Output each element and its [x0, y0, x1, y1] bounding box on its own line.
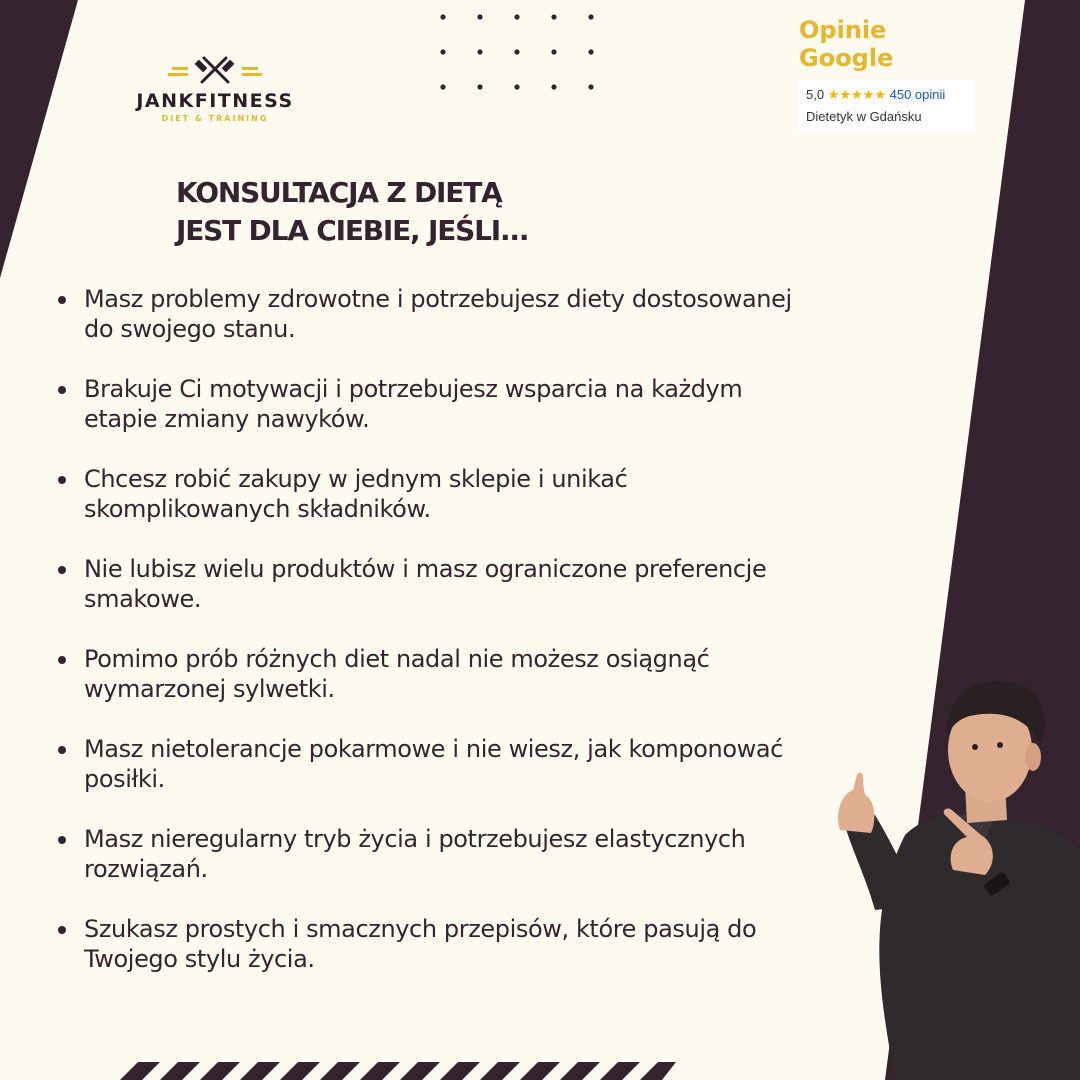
list-item	[58, 914, 898, 1004]
decorative-stripes	[120, 1062, 680, 1080]
google-rating-card	[798, 80, 974, 132]
list-item-line-2: Twojego stylu życia.	[84, 945, 315, 973]
brand-name: JANKFITNESS	[136, 90, 294, 112]
list-item-line-1: Masz problemy zdrowotne i potrzebujesz diety dostosowanej	[84, 285, 792, 313]
bullet-icon	[58, 746, 66, 754]
list-item-line-2: smakowe.	[84, 585, 202, 613]
list-item-line-1: Nie lubisz wielu produktów i masz ograniczone preferencje	[84, 555, 767, 583]
google-reviews-badge[interactable]	[798, 16, 978, 132]
business-category: Dietetyk w Gdańsku	[806, 109, 922, 124]
list-item-line-2: do swojego stanu.	[84, 315, 296, 343]
review-count-link[interactable]: 450 opinii	[889, 87, 946, 102]
person-pointing-photo	[835, 665, 1080, 1080]
dumbbell-fork-knife-icon	[168, 54, 262, 86]
list-item-line-1: Masz nieregularny tryb życia i potrzebujesz elastycznych	[84, 825, 746, 853]
decorative-dots	[436, 10, 606, 100]
list-item	[58, 284, 898, 374]
brand-logo	[120, 52, 310, 132]
bullet-icon	[58, 926, 66, 934]
list-item-line-1: Chcesz robić zakupy w jednym sklepie i unikać	[84, 465, 628, 493]
list-item	[58, 554, 898, 644]
list-item-line-2: wymarzonej sylwetki.	[84, 675, 335, 703]
bullet-icon	[58, 836, 66, 844]
bullet-icon	[58, 386, 66, 394]
list-item	[58, 734, 898, 824]
list-item	[58, 374, 898, 464]
list-item-line-1: Brakuje Ci motywacji i potrzebujesz wsparcia na każdym	[84, 375, 743, 403]
list-item-line-2: rozwiązań.	[84, 855, 208, 883]
list-item-line-2: posiłki.	[84, 765, 165, 793]
list-item-line-2: skomplikowanych składników.	[84, 495, 431, 523]
page-title-line-1: KONSULTACJA Z DIETĄ	[176, 176, 502, 209]
reasons-list	[58, 284, 898, 1004]
list-item-line-1: Masz nietolerancje pokarmowe i nie wiesz, jak komponować	[84, 735, 783, 763]
page-title-line-2: JEST DLA CIEBIE, JEŚLI...	[176, 214, 529, 247]
star-rating-icon: ★★★★★	[827, 87, 886, 102]
rating-value: 5,0	[806, 87, 825, 102]
list-item-line-1: Pomimo prób różnych diet nadal nie możesz osiągnąć	[84, 645, 710, 673]
list-item	[58, 644, 898, 734]
google-reviews-title: Opinie Google	[799, 16, 894, 72]
bullet-icon	[58, 296, 66, 304]
page-title	[176, 174, 528, 250]
list-item	[58, 824, 898, 914]
list-item	[58, 464, 898, 554]
bullet-icon	[58, 566, 66, 574]
list-item-line-2: etapie zmiany nawyków.	[84, 405, 370, 433]
bullet-icon	[58, 656, 66, 664]
brand-tagline: DIET & TRAINING	[161, 114, 269, 123]
list-item-line-1: Szukasz prostych i smacznych przepisów, które pasują do	[84, 915, 757, 943]
bullet-icon	[58, 476, 66, 484]
